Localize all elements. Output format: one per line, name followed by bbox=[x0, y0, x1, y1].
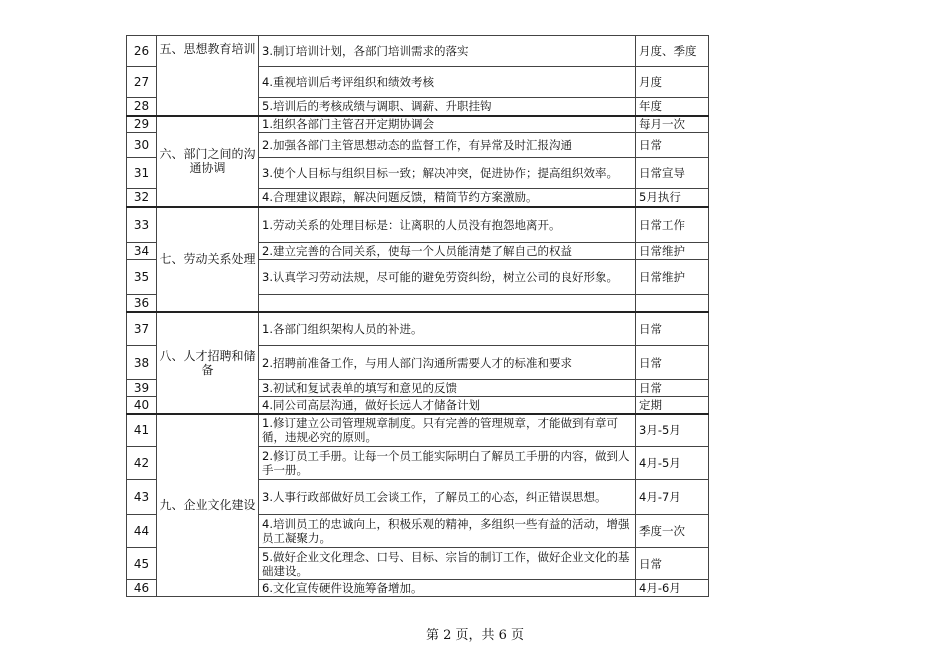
task-cell: 3.制订培训计划，各部门培训需求的落实 bbox=[259, 36, 636, 67]
task-cell: 1.劳动关系的处理目标是：让离职的人员没有抱怨地离开。 bbox=[259, 207, 636, 243]
frequency-cell: 3月-5月 bbox=[636, 414, 709, 447]
task-cell: 3.认真学习劳动法规，尽可能的避免劳资纠纷，树立公司的良好形象。 bbox=[259, 260, 636, 295]
category-cell: 六、部门之间的沟通协调 bbox=[157, 116, 259, 207]
task-cell: 2.招聘前准备工作，与用人部门沟通所需要人才的标准和要求 bbox=[259, 346, 636, 380]
row-number: 38 bbox=[127, 346, 157, 380]
frequency-cell: 日常维护 bbox=[636, 243, 709, 260]
frequency-cell: 日常 bbox=[636, 346, 709, 380]
table-row bbox=[127, 414, 709, 447]
row-number: 37 bbox=[127, 312, 157, 346]
frequency-cell: 日常 bbox=[636, 380, 709, 397]
task-cell: 4.合理建议跟踪，解决问题反馈，精简节约方案激励。 bbox=[259, 189, 636, 207]
frequency-cell: 日常 bbox=[636, 312, 709, 346]
row-number: 32 bbox=[127, 189, 157, 207]
row-number: 41 bbox=[127, 414, 157, 447]
table-row bbox=[127, 36, 709, 67]
task-cell: 1.组织各部门主管召开定期协调会 bbox=[259, 116, 636, 133]
frequency-cell bbox=[636, 295, 709, 312]
work-plan-table bbox=[126, 35, 709, 597]
table-row bbox=[127, 207, 709, 243]
task-cell: 3.使个人目标与组织目标一致；解决冲突，促进协作；提高组织效率。 bbox=[259, 158, 636, 189]
task-cell: 2.建立完善的合同关系，使每一个人员能清楚了解自己的权益 bbox=[259, 243, 636, 260]
frequency-cell: 5月执行 bbox=[636, 189, 709, 207]
task-cell: 4.培训员工的忠诚向上，积极乐观的精神，多组织一些有益的活动，增强员工凝聚力。 bbox=[259, 515, 636, 548]
frequency-cell: 日常 bbox=[636, 133, 709, 158]
category-cell: 九、企业文化建设 bbox=[157, 414, 259, 597]
row-number: 31 bbox=[127, 158, 157, 189]
row-number: 34 bbox=[127, 243, 157, 260]
row-number: 29 bbox=[127, 116, 157, 133]
category-cell: 七、劳动关系处理 bbox=[157, 207, 259, 312]
frequency-cell: 日常维护 bbox=[636, 260, 709, 295]
task-cell: 6.文化宣传硬件设施筹备增加。 bbox=[259, 580, 636, 597]
row-number: 42 bbox=[127, 447, 157, 480]
row-number: 30 bbox=[127, 133, 157, 158]
task-cell: 5.做好企业文化理念、口号、目标、宗旨的制订工作，做好企业文化的基础建设。 bbox=[259, 548, 636, 580]
page-footer: 第 2 页，共 6 页 bbox=[425, 628, 525, 643]
row-number: 39 bbox=[127, 380, 157, 397]
frequency-cell: 季度一次 bbox=[636, 515, 709, 548]
row-number: 45 bbox=[127, 548, 157, 580]
row-number: 27 bbox=[127, 67, 157, 98]
row-number: 28 bbox=[127, 98, 157, 116]
row-number: 26 bbox=[127, 36, 157, 67]
frequency-cell: 定期 bbox=[636, 397, 709, 414]
task-cell: 3.初试和复试表单的填写和意见的反馈 bbox=[259, 380, 636, 397]
task-cell: 5.培训后的考核成绩与调职、调薪、升职挂钩 bbox=[259, 98, 636, 116]
frequency-cell: 日常工作 bbox=[636, 207, 709, 243]
frequency-cell: 每月一次 bbox=[636, 116, 709, 133]
task-cell: 2.修订员工手册。让每一个员工能实际明白了解员工手册的内容，做到人手一册。 bbox=[259, 447, 636, 480]
table-row bbox=[127, 312, 709, 346]
row-number: 40 bbox=[127, 397, 157, 414]
row-number: 36 bbox=[127, 295, 157, 312]
frequency-cell: 年度 bbox=[636, 98, 709, 116]
row-number: 44 bbox=[127, 515, 157, 548]
task-cell bbox=[259, 295, 636, 312]
task-cell: 4.重视培训后考评组织和绩效考核 bbox=[259, 67, 636, 98]
frequency-cell: 日常宣导 bbox=[636, 158, 709, 189]
row-number: 33 bbox=[127, 207, 157, 243]
frequency-cell: 4月-5月 bbox=[636, 447, 709, 480]
frequency-cell: 月度 bbox=[636, 67, 709, 98]
row-number: 43 bbox=[127, 480, 157, 515]
task-cell: 1.各部门组织架构人员的补进。 bbox=[259, 312, 636, 346]
frequency-cell: 4月-6月 bbox=[636, 580, 709, 597]
task-cell: 1.修订建立公司管理规章制度。只有完善的管理规章，才能做到有章可循，违规必究的原则。 bbox=[259, 414, 636, 447]
category-cell: 五、思想教育培训 bbox=[157, 36, 259, 116]
frequency-cell: 日常 bbox=[636, 548, 709, 580]
task-cell: 2.加强各部门主管思想动态的监督工作，有异常及时汇报沟通 bbox=[259, 133, 636, 158]
task-cell: 3.人事行政部做好员工会谈工作，了解员工的心态，纠正错误思想。 bbox=[259, 480, 636, 515]
frequency-cell: 月度、季度 bbox=[636, 36, 709, 67]
row-number: 35 bbox=[127, 260, 157, 295]
task-cell: 4.同公司高层沟通，做好长远人才储备计划 bbox=[259, 397, 636, 414]
row-number: 46 bbox=[127, 580, 157, 597]
table-row bbox=[127, 116, 709, 133]
category-cell: 八、人才招聘和储备 bbox=[157, 312, 259, 414]
frequency-cell: 4月-7月 bbox=[636, 480, 709, 515]
